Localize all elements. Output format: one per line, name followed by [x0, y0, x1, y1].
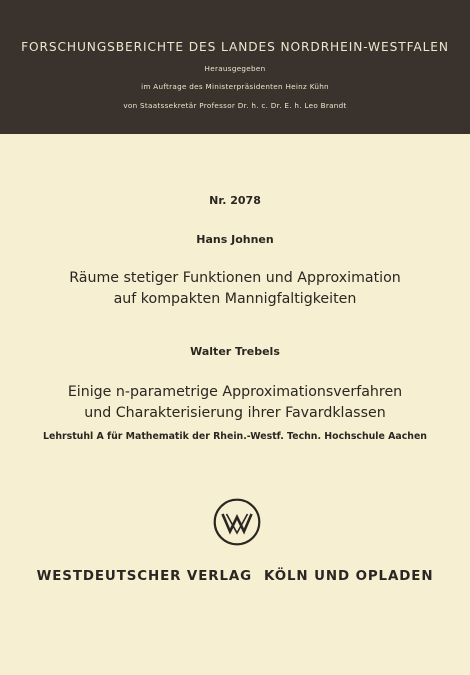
author-1: Hans Johnen	[196, 233, 274, 246]
editor-note-line-1: Herausgegeben	[204, 64, 266, 73]
editor-note-line-2: im Auftrage des Ministerpräsidenten Heinz Kühn	[141, 82, 329, 91]
series-header	[0, 0, 470, 134]
title-1-line-1: Räume stetiger Funktionen und Approximation	[69, 270, 401, 286]
title-2-line-2: und Charakterisierung ihrer Favardklassen	[84, 405, 386, 421]
publisher-logo-icon	[213, 498, 261, 546]
author-2: Walter Trebels	[190, 345, 280, 358]
title-1	[0, 268, 470, 310]
affiliation: Lehrstuhl A für Mathematik der Rhein.-Westf. Techn. Hochschule Aachen	[42, 431, 427, 442]
publisher-place: KÖLN UND OPLADEN	[264, 569, 434, 584]
title-2	[0, 382, 470, 424]
series-title: FORSCHUNGSBERICHTE DES LANDES NORDRHEIN-WESTFALEN	[21, 40, 449, 54]
publisher-name: WESTDEUTSCHER VERLAG	[36, 569, 253, 584]
title-2-line-1: Einige n-parametrige Approximationsverfahren	[67, 384, 403, 400]
report-number: Nr. 2078	[209, 194, 261, 207]
editor-note-line-3: von Staatssekretär Professor Dr. h. c. Dr. E. h. Leo Brandt	[123, 101, 347, 110]
publisher-line	[0, 569, 470, 584]
title-1-line-2: auf kompakten Mannigfaltigkeiten	[113, 291, 357, 307]
